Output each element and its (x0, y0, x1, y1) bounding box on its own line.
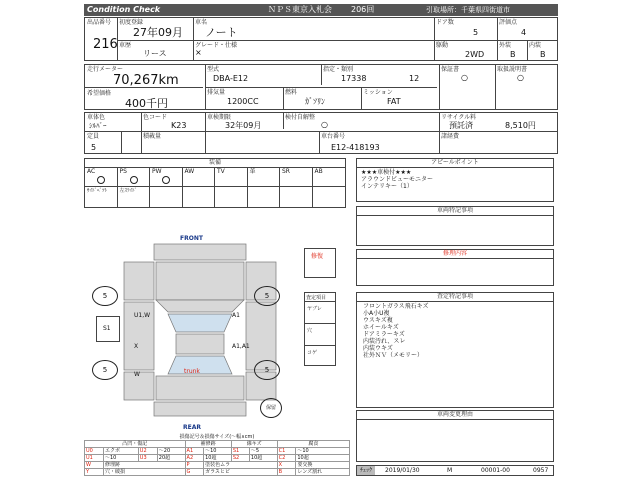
equipment-option-cell (85, 187, 118, 207)
legend-cell: レンズ割れ (296, 469, 350, 476)
equipment-mark-circle (162, 176, 170, 184)
equipment-item-ps (118, 167, 151, 187)
legend-header: 補修跡 (185, 441, 231, 448)
class-b-value: 12 (409, 74, 420, 83)
footer-num: 0957 (533, 467, 549, 474)
legend-cell: 10超 (249, 455, 277, 462)
equipment-option-label: 左ｽﾗｲﾄﾞ (119, 188, 138, 194)
reg-label: 初度登録 (119, 19, 144, 26)
car-diagram (84, 232, 350, 432)
equipment-item-ac (85, 167, 118, 187)
ext-value: B (510, 50, 516, 59)
legend-cell: B (277, 469, 296, 476)
inspected-label: 検付自解整 (285, 114, 316, 121)
legend-cell: U1 (85, 455, 104, 462)
panel-item-0: ヤブレ (307, 306, 322, 312)
legend-cell: 10超 (296, 455, 350, 462)
recycle-status: 預託済 (449, 121, 473, 130)
warranty-value: ○ (461, 73, 468, 82)
repair-tag: 修復 (311, 253, 324, 260)
capacity-value: 5 (91, 143, 97, 152)
footer-date: 2019/01/30 (385, 467, 420, 474)
equipment-option-cell (150, 187, 183, 207)
rear-label: REAR (183, 424, 201, 431)
price-value: 400千円 (125, 97, 168, 110)
legend-cell: S1 (231, 448, 249, 455)
note-line: 小A小U複 (363, 310, 390, 317)
panel-title: 査定項目 (306, 295, 327, 301)
grade-label: グレード・仕様 (195, 42, 238, 49)
model-label: 型式 (207, 66, 220, 73)
repair-box (356, 249, 554, 286)
legend-cell: 修理跡 (104, 462, 186, 469)
legend-header: 凸凹・傷記 (85, 441, 186, 448)
features-box (356, 206, 554, 246)
int-value: B (540, 50, 546, 59)
car-name-label: 車名 (195, 19, 208, 26)
legend-header: 腐食 (277, 441, 349, 448)
color-code-label: 色コード (143, 114, 168, 121)
damage-circle-rl: 5 (92, 360, 118, 380)
load-label: 積載量 (143, 133, 162, 140)
legend-cell: P (185, 462, 204, 469)
doors-value: 5 (473, 28, 479, 37)
manual-label: 取扱説明書 (497, 66, 528, 73)
equipment-item-ab (313, 167, 346, 187)
doors-label: ドア数 (436, 19, 454, 26)
legend-cell: W (85, 462, 104, 469)
appeal-line: アラウンドビューモニター (361, 176, 434, 183)
legend-cell: 〜10 (204, 448, 232, 455)
note-line: ホイールキズ (363, 324, 399, 331)
model-value: DBA-E12 (213, 74, 249, 83)
trunk-label: trunk (184, 368, 200, 375)
equipment-option-cell (248, 187, 281, 207)
equipment-label: PS (119, 168, 127, 175)
mark-w: W (134, 371, 140, 378)
equipment-mark-circle (97, 176, 105, 184)
legend-cell: ガラスヒビ (204, 469, 278, 476)
legend-cell: 10超 (204, 455, 232, 462)
color-label: 車体色 (87, 114, 106, 121)
score-value: 4 (521, 28, 527, 37)
note-label: 諸経費 (441, 133, 460, 140)
notes-title: 査定特記事項 (436, 293, 473, 300)
chassis-value: E12-418193 (331, 143, 380, 152)
color-value: ｼﾙﾊﾞｰ (89, 122, 107, 130)
equipment-label: 革 (249, 168, 256, 175)
legend-cell: S2 (231, 455, 249, 462)
header-auction: ＮＰＳ東京入札会 (268, 5, 332, 14)
legend-cell: 〜20 (157, 448, 185, 455)
chassis-label: 車台番号 (321, 133, 346, 140)
legend-cell: C1 (277, 448, 296, 455)
class-label: 指定・類別 (323, 66, 354, 73)
repair-tag-box (304, 248, 336, 278)
equipment-label: AW (184, 168, 195, 175)
legend-cell: 20超 (157, 455, 185, 462)
note-line: ドアミラーキズ (363, 331, 405, 338)
equipment-item-tv (215, 167, 248, 187)
panel-item-2: コゲ (307, 350, 318, 356)
mileage-label: 走行メーター (87, 66, 124, 73)
damage-circle-fl: 5 (92, 286, 118, 306)
equipment-item-革 (248, 167, 281, 187)
lot-label: 出品番号 (87, 19, 112, 26)
equipment-item-aw (183, 167, 216, 187)
legend-cell: Y (85, 469, 104, 476)
equipment-label: TV (217, 168, 225, 175)
reg-value: 27年09月 (133, 26, 183, 39)
footer-bar (356, 465, 554, 476)
legend-cell: 〜10 (296, 448, 350, 455)
history-changes-title: 車両変更理由 (436, 411, 473, 418)
appeal-title: アピールポイント (431, 159, 479, 166)
lot-value: 216 (93, 37, 118, 52)
inspected-value: ○ (321, 120, 328, 129)
score-label: 評価点 (499, 19, 518, 26)
drive-value: 2WD (465, 50, 485, 59)
price-label: 希望価格 (87, 90, 112, 97)
ext-label: 外装 (499, 42, 512, 49)
equipment-option-cell (215, 187, 248, 207)
note-line: フロントガラス飛石キズ (363, 303, 429, 310)
damage-circle-fr: 5 (254, 286, 280, 306)
legend-header: 線キズ (231, 441, 277, 448)
equipment-option-cell (118, 187, 151, 207)
header-pickup: 引取場所：千葉県四街道市 (426, 6, 510, 14)
legend-cell: 穴・破損 (104, 469, 186, 476)
notes-box (356, 292, 554, 408)
grade-value: × (195, 48, 202, 57)
note-line: 内装ウキズ (363, 345, 393, 352)
header-bar (84, 4, 558, 16)
equipment-label: SR (282, 168, 290, 175)
history-value: リース (143, 49, 167, 58)
equipment-label: PW (152, 168, 162, 175)
capacity-label: 定員 (87, 133, 100, 140)
car-name-value: ノート (205, 26, 238, 39)
fuel-value: ｶﾞｿﾘﾝ (305, 97, 325, 106)
equipment-title: 装備 (208, 159, 221, 166)
equipment-option-cell (280, 187, 313, 207)
inspection-label: 車検期限 (207, 114, 232, 121)
fuel-label: 燃料 (285, 89, 298, 96)
mission-value: FAT (387, 97, 401, 106)
equipment-option-label: ｻｲﾄﾞﾍﾞﾂﾄ (87, 188, 108, 194)
mission-label: ミッション (363, 89, 393, 96)
history-changes-box (356, 410, 554, 462)
mark-a1a1: A1,A1 (232, 343, 250, 350)
equipment-box (84, 158, 346, 208)
equipment-mark-circle (130, 176, 138, 184)
equipment-item-pw (150, 167, 183, 187)
legend-cell: A1 (185, 448, 204, 455)
cc-label: 排気量 (207, 89, 226, 96)
appeal-line: インテリキー（1） (361, 183, 413, 190)
appeal-box (356, 158, 554, 202)
appeal-line: ★★★車検付★★★ (361, 169, 412, 176)
color-code-value: K23 (171, 121, 187, 130)
footer-code: 00001-00 (481, 467, 510, 474)
legend-cell: U3 (138, 455, 157, 462)
panel-items-box (304, 292, 336, 366)
legend-cell: C2 (277, 455, 296, 462)
damage-circle-rr: 5 (254, 360, 280, 380)
repair-title: 修理内容 (442, 250, 467, 257)
legend-cell: U0 (85, 448, 104, 455)
panel-item-1: 穴 (307, 328, 313, 334)
row3-box (84, 112, 558, 154)
note-line: 社外ＮＶ（メモリー） (363, 352, 424, 359)
equipment-option-cell (313, 187, 346, 207)
warranty-label: 保証書 (441, 66, 460, 73)
recycle-label: リサイクル料 (441, 114, 477, 121)
front-label: FRONT (180, 235, 203, 242)
footer-mark: M (447, 467, 453, 474)
history-label: 車歴 (119, 42, 132, 49)
legend-cell: エクボ (104, 448, 139, 455)
mileage-value: 70,267km (113, 73, 179, 88)
drive-label: 駆動 (436, 42, 449, 49)
legend-cell: U2 (138, 448, 157, 455)
mark-a1: A1 (232, 312, 240, 319)
row2-box (84, 64, 558, 110)
legend-cell: 〜5 (249, 448, 277, 455)
manual-value: ○ (517, 73, 524, 82)
mark-u1w: U1,W (134, 312, 151, 319)
features-title: 車両特記事項 (436, 207, 473, 214)
header-session: 206回 (351, 5, 375, 14)
legend-cell: 〜10 (104, 455, 139, 462)
legend-cell: A2 (185, 455, 204, 462)
row1-box (84, 17, 558, 61)
note-line: ウスキズ複 (363, 317, 393, 324)
equipment-option-cell (183, 187, 216, 207)
seal-circle: 保留 (260, 398, 282, 418)
check-label: ﾁｪｯｸ (357, 466, 375, 475)
equipment-label: AC (87, 168, 96, 175)
note-line: 内装汚れ、スレ (363, 338, 406, 345)
equipment-label: AB (314, 168, 323, 175)
equipment-item-sr (280, 167, 313, 187)
mark-s1-box (96, 316, 120, 342)
int-label: 内装 (529, 42, 542, 49)
mark-x: X (134, 343, 139, 350)
legend-cell: 要交換 (296, 462, 350, 469)
mark-s1: S1 (103, 325, 111, 332)
inspection-value: 32年09月 (225, 121, 262, 130)
header-title: Condition Check (87, 5, 161, 14)
legend-table (84, 440, 350, 476)
legend-title: 損傷記号＆損傷サイズ(〜幅∧cm) (179, 434, 255, 440)
legend (84, 434, 350, 476)
legend-cell: 塗装色ムラ (204, 462, 278, 469)
class-a-value: 17338 (341, 74, 367, 83)
recycle-value: 8,510円 (505, 121, 536, 130)
legend-cell: G (185, 469, 204, 476)
legend-cell: X (277, 462, 296, 469)
cc-value: 1200CC (227, 97, 259, 106)
